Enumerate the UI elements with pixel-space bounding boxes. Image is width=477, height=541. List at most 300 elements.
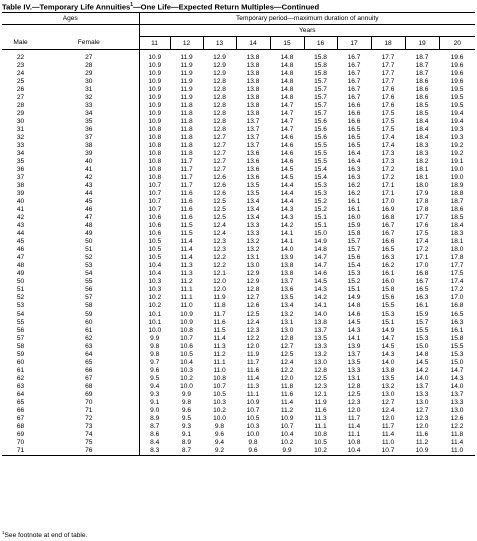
multiple-cell: 14.6 [280,158,294,166]
multiple-cell: 14.8 [314,246,327,254]
multiple-cell: 10.6 [148,214,162,222]
multiple-cell: 13.8 [280,270,294,278]
multiple-cell: 19.2 [450,142,464,150]
multiple-cell: 10.5 [314,438,327,446]
multiple-cell: 11.6 [314,406,327,414]
male-age-cell: 35 [16,158,25,166]
multiple-cell: 14.8 [280,94,294,102]
female-age-cell: 55 [39,278,139,286]
multiple-cell: 14.9 [314,238,327,246]
female-age-cell: 56 [39,286,139,294]
multiple-cell: 11.4 [280,398,294,406]
multiple-cell: 17.6 [415,222,429,230]
multiple-cell: 16.5 [347,134,361,142]
multiple-cell: 18.4 [450,222,464,230]
multiple-cell: 19.5 [450,102,464,110]
multiple-cell: 13.8 [314,318,327,326]
multiple-cell: 14.5 [381,342,395,350]
table-row [2,246,475,254]
multiple-cell: 17.8 [450,254,464,262]
multiple-cell: 17.2 [381,166,395,174]
multiple-cell: 12.3 [347,398,361,406]
multiple-cell: 15.1 [347,286,361,294]
female-age-cell: 60 [39,319,139,327]
title-footnote-marker: 1 [130,2,134,8]
multiple-cell: 10.7 [280,422,294,430]
male-age-cell: 64 [16,390,25,398]
multiple-cell: 15.4 [314,166,327,174]
female-age-cell: 58 [39,302,139,310]
table-row [2,126,475,134]
multiple-cell: 17.1 [415,254,429,262]
table-body [2,50,475,456]
multiple-cell: 14.1 [280,230,294,238]
multiple-cell: 17.3 [381,150,395,158]
multiple-cell: 12.8 [213,86,226,94]
multiple-cell: 12.7 [213,150,226,158]
multiple-cell: 15.0 [314,230,327,238]
female-age-cell: 66 [39,367,139,375]
multiple-cell: 9.9 [270,447,304,456]
multiple-cell: 11.1 [246,390,260,398]
multiple-cell: 11.4 [213,334,226,342]
multiple-cell: 17.5 [450,270,464,278]
multiple-cell: 15.5 [314,158,327,166]
multiple-cell: 9.8 [248,438,258,446]
multiple-cell: 11.7 [180,174,193,182]
multiple-cell: 13.5 [381,374,395,382]
multiple-cell: 19.5 [450,86,464,94]
multiple-cell: 9.5 [181,414,192,422]
multiple-cell: 10.0 [180,382,193,390]
multiple-cell: 13.9 [280,254,294,262]
male-age-cell: 70 [16,438,25,446]
multiple-cell: 12.9 [246,278,260,286]
multiple-cell: 9.7 [150,358,160,366]
multiple-cell: 11.7 [246,358,260,366]
female-age-cell: 57 [39,294,139,302]
multiple-cell: 10.7 [148,206,162,214]
multiple-cell: 12.4 [213,222,226,230]
multiple-cell: 13.6 [246,158,260,166]
multiple-cell: 18.3 [415,142,429,150]
multiple-cell: 10.1 [148,318,162,326]
multiple-cell: 9.4 [150,382,160,390]
year-col-header: 17 [337,37,371,50]
multiple-cell: 12.2 [280,366,294,374]
multiple-cell: 13.1 [246,254,260,262]
multiple-cell: 13.4 [246,198,260,206]
multiple-cell: 15.8 [347,230,361,238]
multiple-cell: 17.4 [415,238,429,246]
multiple-cell: 17.5 [381,126,395,134]
multiple-cell: 11.1 [180,286,193,294]
year-col-header: 18 [371,37,405,50]
multiple-cell: 10.4 [148,262,162,270]
year-col-header: 11 [139,37,170,50]
multiple-cell: 13.2 [246,246,260,254]
multiple-cell: 10.3 [148,278,162,286]
table-row [2,302,475,310]
female-age-cell: 38 [39,142,139,150]
multiple-cell: 15.1 [314,222,327,230]
multiple-cell: 11.4 [246,374,260,382]
multiple-cell: 10.6 [180,342,193,350]
multiple-cell: 10.6 [148,230,162,238]
male-age-cell: 25 [16,78,25,86]
multiple-cell: 11.5 [213,326,226,334]
multiple-cell: 15.7 [347,238,361,246]
multiple-cell: 11.6 [180,214,193,222]
multiple-cell: 11.9 [246,350,260,358]
multiple-cell: 12.8 [213,78,226,86]
male-age-cell: 58 [16,342,25,350]
multiple-cell: 11.6 [180,198,193,206]
male-age-cell: 68 [16,422,25,430]
multiple-cell: 10.9 [148,110,162,118]
male-age-cell: 42 [16,214,25,222]
multiple-cell: 18.5 [415,110,429,118]
multiple-cell: 18.9 [450,182,464,190]
female-age-cell: 45 [39,198,139,206]
multiple-cell: 14.4 [280,190,294,198]
multiple-cell: 15.7 [347,246,361,254]
multiple-cell: 15.3 [450,350,464,358]
table-row [2,70,475,78]
multiple-cell: 10.8 [213,374,226,382]
multiple-cell: 11.4 [381,430,395,438]
multiple-cell: 14.5 [280,174,294,182]
male-age-cell: 46 [16,246,25,254]
table-row [2,214,475,222]
multiple-cell: 10.8 [148,150,162,158]
multiple-cell: 16.3 [415,294,429,302]
multiple-cell: 13.6 [246,166,260,174]
multiple-cell: 18.6 [415,86,429,94]
multiple-cell: 16.7 [347,86,361,94]
table-row [2,118,475,126]
multiple-cell: 10.2 [148,302,162,310]
multiple-cell: 13.0 [314,358,327,366]
multiple-cell: 18.2 [415,158,429,166]
female-age-cell: 41 [39,166,139,174]
multiple-cell: 12.8 [314,366,327,374]
multiple-cell: 12.7 [213,142,226,150]
table-row [2,367,475,375]
multiple-cell: 18.4 [415,134,429,142]
multiple-cell: 11.6 [280,390,294,398]
multiple-cell: 12.2 [213,262,226,270]
male-age-cell: 32 [16,134,25,142]
multiple-cell: 13.7 [347,350,361,358]
multiple-cell: 14.0 [381,358,395,366]
multiple-cell: 10.9 [180,310,193,318]
male-age-cell: 39 [16,190,25,198]
multiple-cell: 11.9 [180,94,193,102]
multiple-cell: 11.1 [180,294,193,302]
multiple-cell: 13.8 [246,70,260,78]
multiple-cell: 13.7 [246,126,260,134]
multiple-cell: 9.8 [214,422,225,430]
multiple-cell: 9.5 [150,374,160,382]
multiple-cell: 16.1 [450,326,464,334]
male-age-cell: 44 [16,230,25,238]
multiple-cell: 12.0 [213,278,226,286]
female-age-cell: 62 [39,335,139,343]
table-row [2,238,475,246]
multiple-cell: 10.3 [180,366,193,374]
multiple-cell: 10.8 [148,126,162,134]
multiple-cell: 18.5 [415,102,429,110]
multiple-cell: 17.0 [450,294,464,302]
multiple-cell: 11.8 [180,126,193,134]
table-row [2,110,475,118]
multiple-cell: 11.0 [381,438,395,446]
multiple-cell: 10.9 [405,447,439,456]
table-row [2,134,475,142]
multiple-cell: 15.5 [415,326,429,334]
multiple-cell: 9.6 [214,430,225,438]
year-col-header: 15 [270,37,304,50]
multiple-cell: 13.8 [246,86,260,94]
multiple-cell: 10.2 [180,374,193,382]
multiple-cell: 9.9 [150,334,160,342]
female-age-cell: 73 [39,423,139,431]
multiple-cell: 16.2 [347,182,361,190]
multiple-cell: 13.5 [314,334,327,342]
multiple-cell: 13.3 [450,398,464,406]
multiple-cell: 13.1 [347,374,361,382]
multiple-cell: 11.3 [314,414,327,422]
multiple-cell: 11.8 [180,118,193,126]
multiple-cell: 15.5 [450,342,464,350]
multiple-cell: 14.9 [347,294,361,302]
multiple-cell: 14.5 [280,166,294,174]
multiple-cell: 16.5 [347,126,361,134]
multiple-cell: 15.7 [314,94,327,102]
female-age-cell: 54 [39,270,139,278]
multiple-cell: 9.8 [150,342,160,350]
multiple-cell: 18.6 [450,206,464,214]
multiple-cell: 13.8 [246,54,260,61]
multiple-cell: 17.8 [415,198,429,206]
multiple-cell: 19.6 [450,78,464,86]
table-row [2,158,475,166]
multiple-cell: 13.6 [246,174,260,182]
multiple-cell: 10.4 [148,270,162,278]
multiple-cell: 10.9 [148,118,162,126]
multiple-cell: 13.0 [246,262,260,270]
female-age-cell: 50 [39,238,139,246]
multiple-cell: 13.7 [246,142,260,150]
multiple-cell: 13.7 [450,390,464,398]
female-age-cell: 63 [39,343,139,351]
multiple-cell: 17.4 [381,142,395,150]
multiple-cell: 9.4 [214,438,225,446]
multiple-cell: 13.4 [246,206,260,214]
multiple-cell: 17.1 [381,182,395,190]
multiple-cell: 12.1 [314,390,327,398]
table-row [2,54,475,62]
multiple-cell: 13.2 [381,382,395,390]
multiple-cell: 15.6 [314,126,327,134]
multiple-cell: 17.0 [415,262,429,270]
female-age-cell: 35 [39,118,139,126]
multiple-cell: 14.0 [450,382,464,390]
multiple-cell: 13.5 [280,294,294,302]
multiple-cell: 14.0 [280,246,294,254]
multiple-cell: 13.0 [415,398,429,406]
footnote-marker: 1 [2,530,5,535]
multiple-cell: 15.6 [381,294,395,302]
multiple-cell: 16.7 [381,230,395,238]
multiple-cell: 16.6 [381,238,395,246]
multiple-cell: 9.2 [203,447,236,456]
multiple-cell: 10.8 [148,166,162,174]
female-age-cell: 30 [39,78,139,86]
multiple-cell: 18.7 [415,62,429,70]
multiple-cell: 15.3 [381,310,395,318]
multiple-cell: 16.8 [381,214,395,222]
multiple-cell: 13.8 [246,94,260,102]
male-age-cell: 51 [16,286,25,294]
multiple-cell: 19.0 [450,166,464,174]
multiple-cell: 15.6 [314,118,327,126]
multiple-cell: 11.2 [213,350,226,358]
multiple-cell: 9.6 [150,366,160,374]
multiple-cell: 13.0 [450,406,464,414]
multiple-cell: 19.2 [450,150,464,158]
multiple-cell: 10.9 [148,54,162,61]
multiple-cell: 10.9 [246,398,260,406]
multiple-cell: 16.7 [347,70,361,78]
multiple-cell: 10.4 [180,358,193,366]
multiple-cell: 12.9 [213,54,226,61]
multiple-cell: 10.8 [347,438,361,446]
table-row [2,62,475,70]
multiple-cell: 12.6 [213,182,226,190]
multiple-cell: 11.8 [180,102,193,110]
multiple-cell: 19.6 [450,54,464,61]
multiple-cell: 18.6 [415,94,429,102]
table-row [2,150,475,158]
multiple-cell: 10.0 [213,414,226,422]
multiple-cell: 17.2 [415,246,429,254]
multiple-cell: 14.3 [280,214,294,222]
multiple-cell: 12.8 [246,286,260,294]
female-age-cell: 64 [39,351,139,359]
male-age-cell: 65 [16,398,25,406]
multiple-cell: 9.3 [150,390,160,398]
multiple-cell: 10.7 [180,334,193,342]
multiple-cell: 17.2 [381,174,395,182]
male-age-cell: 28 [16,102,25,110]
table-row [2,262,475,270]
multiple-cell: 19.5 [450,94,464,102]
table-row [2,190,475,198]
multiple-cell: 14.0 [415,374,429,382]
multiple-cell: 13.2 [314,350,327,358]
multiple-cell: 14.3 [314,286,327,294]
multiple-cell: 10.0 [246,430,260,438]
multiple-cell: 11.9 [180,86,193,94]
multiple-cell: 16.7 [347,94,361,102]
multiple-cell: 18.8 [450,190,464,198]
male-age-cell: 66 [16,406,25,414]
female-age-cell: 31 [39,86,139,94]
male-age-cell: 36 [16,166,25,174]
female-age-cell: 75 [39,439,139,447]
table-row [2,94,475,102]
multiple-cell: 9.3 [181,422,192,430]
multiple-cell: 12.7 [415,406,429,414]
multiple-cell: 17.5 [381,118,395,126]
multiple-cell: 14.3 [280,206,294,214]
table-row [2,319,475,327]
multiple-cell: 11.7 [180,166,193,174]
multiple-cell: 12.5 [280,350,294,358]
multiple-cell: 13.6 [246,150,260,158]
multiple-cell: 15.7 [314,110,327,118]
multiple-cell: 16.7 [381,222,395,230]
multiple-cell: 15.6 [314,134,327,142]
multiple-cell: 14.8 [415,350,429,358]
multiple-cell: 11.4 [180,246,193,254]
multiple-cell: 11.8 [280,382,294,390]
multiple-cell: 13.8 [246,78,260,86]
year-col-header: 13 [203,37,236,50]
multiple-cell: 16.2 [347,190,361,198]
table-row [2,174,475,182]
multiple-cell: 14.8 [280,54,294,61]
multiple-cell: 19.4 [450,118,464,126]
multiple-cell: 10.5 [148,238,162,246]
female-age-cell: 43 [39,182,139,190]
multiple-cell: 12.2 [246,334,260,342]
multiple-cell: 11.1 [347,430,361,438]
multiple-cell: 14.7 [280,126,294,134]
multiple-cell: 11.6 [180,190,193,198]
multiple-cell: 10.9 [148,70,162,78]
multiple-cell: 16.1 [381,270,395,278]
multiple-cell: 10.8 [148,158,162,166]
multiple-cell: 15.0 [450,358,464,366]
multiple-cell: 10.2 [304,447,337,456]
multiple-cell: 10.8 [148,174,162,182]
multiple-cell: 11.7 [180,158,193,166]
table-row [2,335,475,343]
multiple-cell: 16.1 [347,206,361,214]
multiple-cell: 11.4 [450,438,464,446]
male-age-cell: 53 [16,302,25,310]
multiple-cell: 8.7 [170,447,203,456]
table-row [2,431,475,439]
multiple-cell: 12.3 [415,414,429,422]
table-row [2,391,475,399]
multiple-cell: 14.7 [450,366,464,374]
table-title: Table IV.—Temporary Life Annuities$^1$—One Life—Expected Return Multiples—Continued [2,2,320,12]
multiple-cell: 14.6 [280,142,294,150]
multiple-cell: 15.3 [415,334,429,342]
multiple-cell: 17.4 [450,278,464,286]
multiple-cell: 12.0 [246,342,260,350]
multiple-cell: 19.1 [450,158,464,166]
table-row [2,86,475,94]
female-age-cell: 47 [39,214,139,222]
multiple-cell: 15.2 [314,206,327,214]
multiple-cell: 18.6 [415,78,429,86]
multiple-cell: 10.5 [148,254,162,262]
